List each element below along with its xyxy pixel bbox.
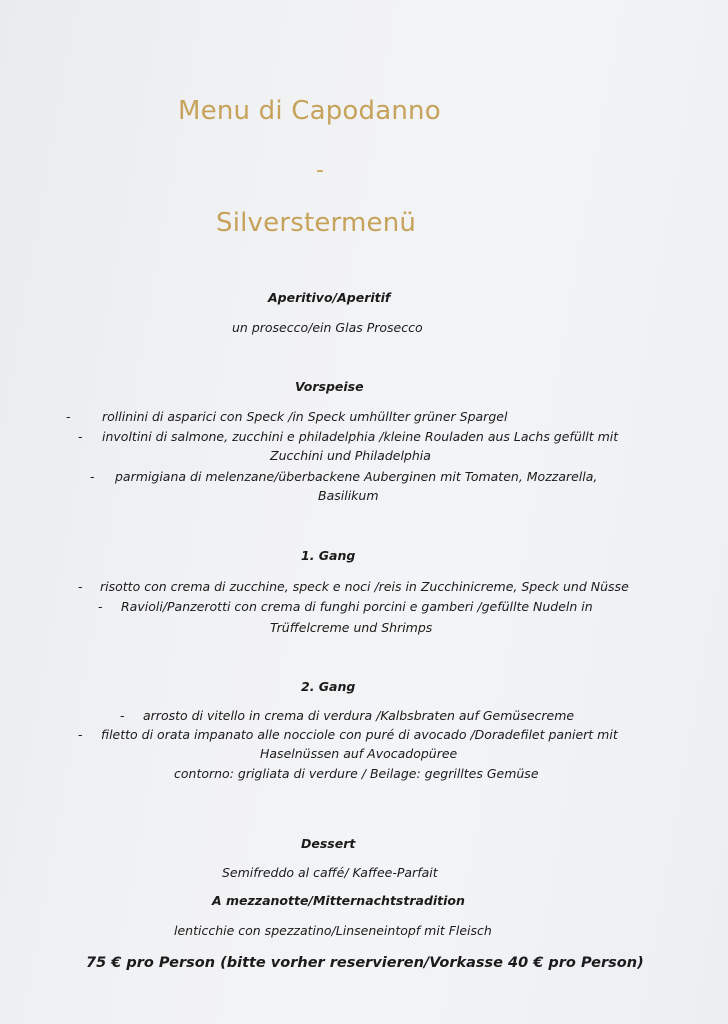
section-heading-gang2: 2. Gang <box>301 679 356 694</box>
gang1-item-2: Ravioli/Panzerotti con crema di funghi porcini e gamberi /gefüllte Nudeln in <box>121 599 593 614</box>
list-bullet: - <box>78 579 83 594</box>
mezzanotte-item: lenticchie con spezzatino/Linseneintopf mit Fleisch <box>174 923 492 938</box>
vorspeise-item-1: rollinini di asparici con Speck /in Speck umhüllter grüner Spargel <box>102 409 508 424</box>
vorspeise-item-2-cont: Zucchini und Philadelphia <box>270 448 431 463</box>
menu-subtitle: Silverstermenü <box>216 208 417 238</box>
list-bullet: - <box>120 708 125 723</box>
list-bullet: - <box>66 409 71 424</box>
gang2-item-1: arrosto di vitello in crema di verdura /Kalbsbraten auf Gemüsecreme <box>143 708 575 723</box>
section-heading-dessert: Dessert <box>301 836 356 851</box>
gang2-contorno: contorno: grigliata di verdure / Beilage: gegrilltes Gemüse <box>174 766 539 781</box>
section-heading-vorspeise: Vorspeise <box>295 379 364 394</box>
section-heading-mezzanotte: A mezzanotte/Mitternachtstradition <box>212 893 465 908</box>
vorspeise-item-3: parmigiana di melenzane/überbackene Auberginen mit Tomaten, Mozzarella, <box>115 469 598 484</box>
aperitivo-item: un prosecco/ein Glas Prosecco <box>232 320 423 335</box>
gang2-item-2-cont: Haselnüssen auf Avocadopüree <box>260 746 458 761</box>
list-bullet: - <box>90 469 95 484</box>
gang1-item-2-cont: Trüffelcreme und Shrimps <box>270 620 433 635</box>
section-heading-gang1: 1. Gang <box>301 548 356 563</box>
menu-title: Menu di Capodanno <box>178 96 441 126</box>
section-heading-aperitivo: Aperitivo/Aperitif <box>268 290 391 305</box>
gang1-item-1: risotto con crema di zucchine, speck e noci /reis in Zucchinicreme, Speck und Nüsse <box>100 579 629 594</box>
title-separator: - <box>316 158 324 183</box>
vorspeise-item-2: involtini di salmone, zucchini e philadelphia /kleine Rouladen aus Lachs gefüllt mit <box>102 429 619 444</box>
list-bullet: - <box>78 429 83 444</box>
dessert-item: Semifreddo al caffé/ Kaffee-Parfait <box>222 865 438 880</box>
vorspeise-item-3-cont: Basilikum <box>318 488 379 503</box>
list-bullet: - <box>78 727 83 742</box>
gang2-item-2: filetto di orata impanato alle nocciole con puré di avocado /Doradefilet paniert mit <box>101 727 618 742</box>
list-bullet: - <box>98 599 103 614</box>
price-note: 75 € pro Person (bitte vorher reservieren/Vorkasse 40 € pro Person) <box>86 955 644 971</box>
